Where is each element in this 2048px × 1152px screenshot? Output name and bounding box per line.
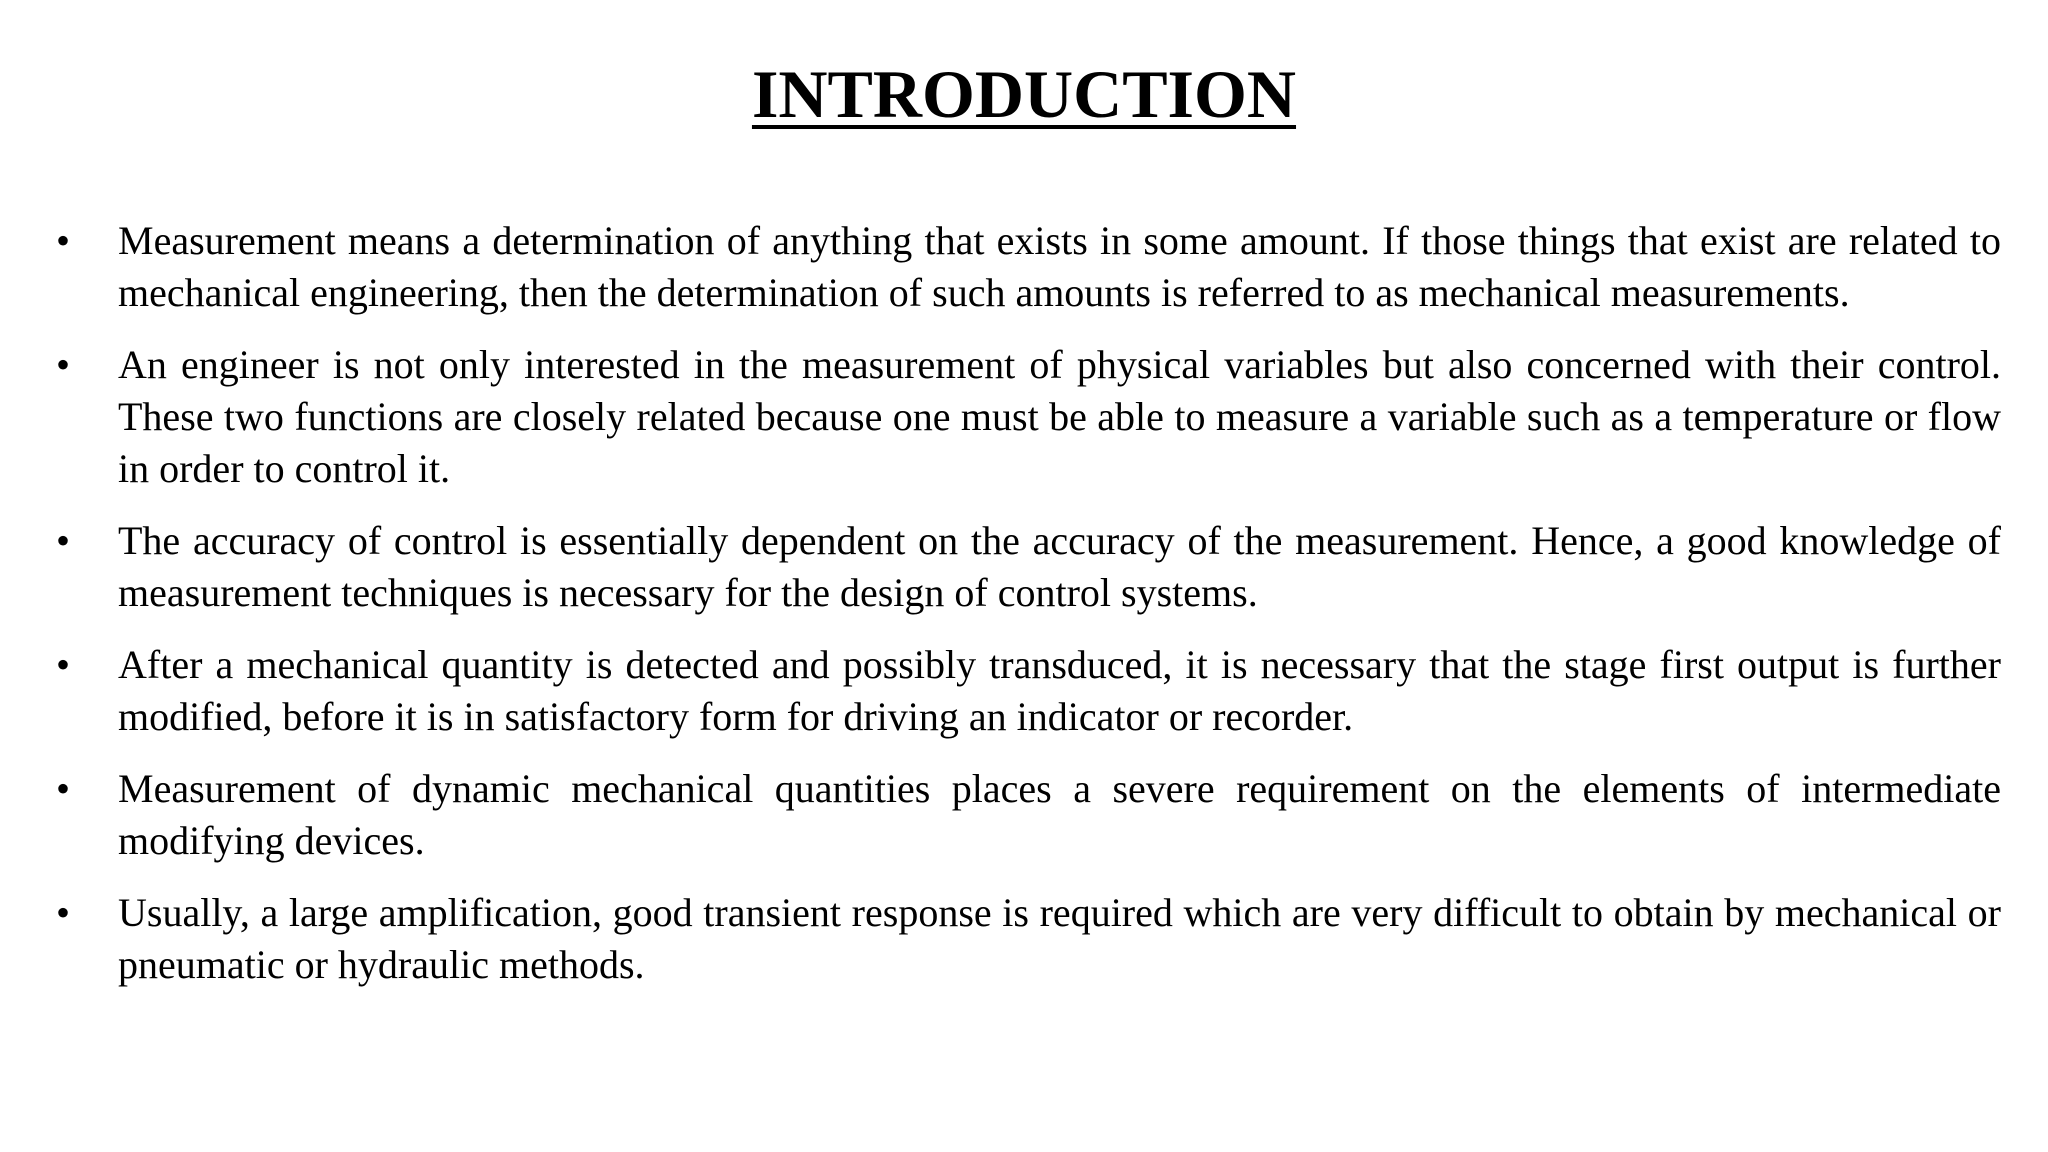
bullet-text: Usually, a large amplification, good transient response is required which are very difficult to obtain by mechanical or pneumatic or hydraulic methods. — [118, 890, 2001, 987]
bullet-text: Measurement means a determination of anything that exists in some amount. If those things that exist are related to mechanical engineering, then the determination of such amounts is referred to as mechanical measurements. — [118, 218, 2001, 315]
bullet-item — [0, 763, 2048, 867]
bullet-item — [0, 887, 2048, 991]
bullet-icon: • — [56, 890, 71, 935]
bullet-icon: • — [56, 342, 71, 387]
bullet-text: Measurement of dynamic mechanical quantities places a severe requirement on the elements of intermediate modifying devices. — [118, 766, 2001, 863]
bullet-icon: • — [56, 518, 71, 563]
bullet-icon: • — [56, 642, 71, 687]
bullet-item — [0, 215, 2048, 319]
bullet-text: After a mechanical quantity is detected and possibly transduced, it is necessary that the stage first output is further modified, before it is in satisfactory form for driving an indicator or recorder. — [118, 642, 2001, 739]
bullet-list — [0, 215, 2048, 1011]
bullet-text: The accuracy of control is essentially dependent on the accuracy of the measurement. Hence, a good knowledge of measurement techniques is necessary for the design of control systems. — [118, 518, 2001, 615]
bullet-item — [0, 639, 2048, 743]
bullet-item — [0, 339, 2048, 495]
slide-title-text: INTRODUCTION — [751, 56, 1297, 132]
bullet-text: An engineer is not only interested in the measurement of physical variables but also concerned with their control. These two functions are closely related because one must be able to measure a variable such as a temperature or flow in order to control it. — [118, 342, 2001, 491]
slide-title — [0, 52, 2048, 136]
bullet-icon: • — [56, 766, 71, 811]
bullet-item — [0, 515, 2048, 619]
bullet-icon: • — [56, 218, 71, 263]
